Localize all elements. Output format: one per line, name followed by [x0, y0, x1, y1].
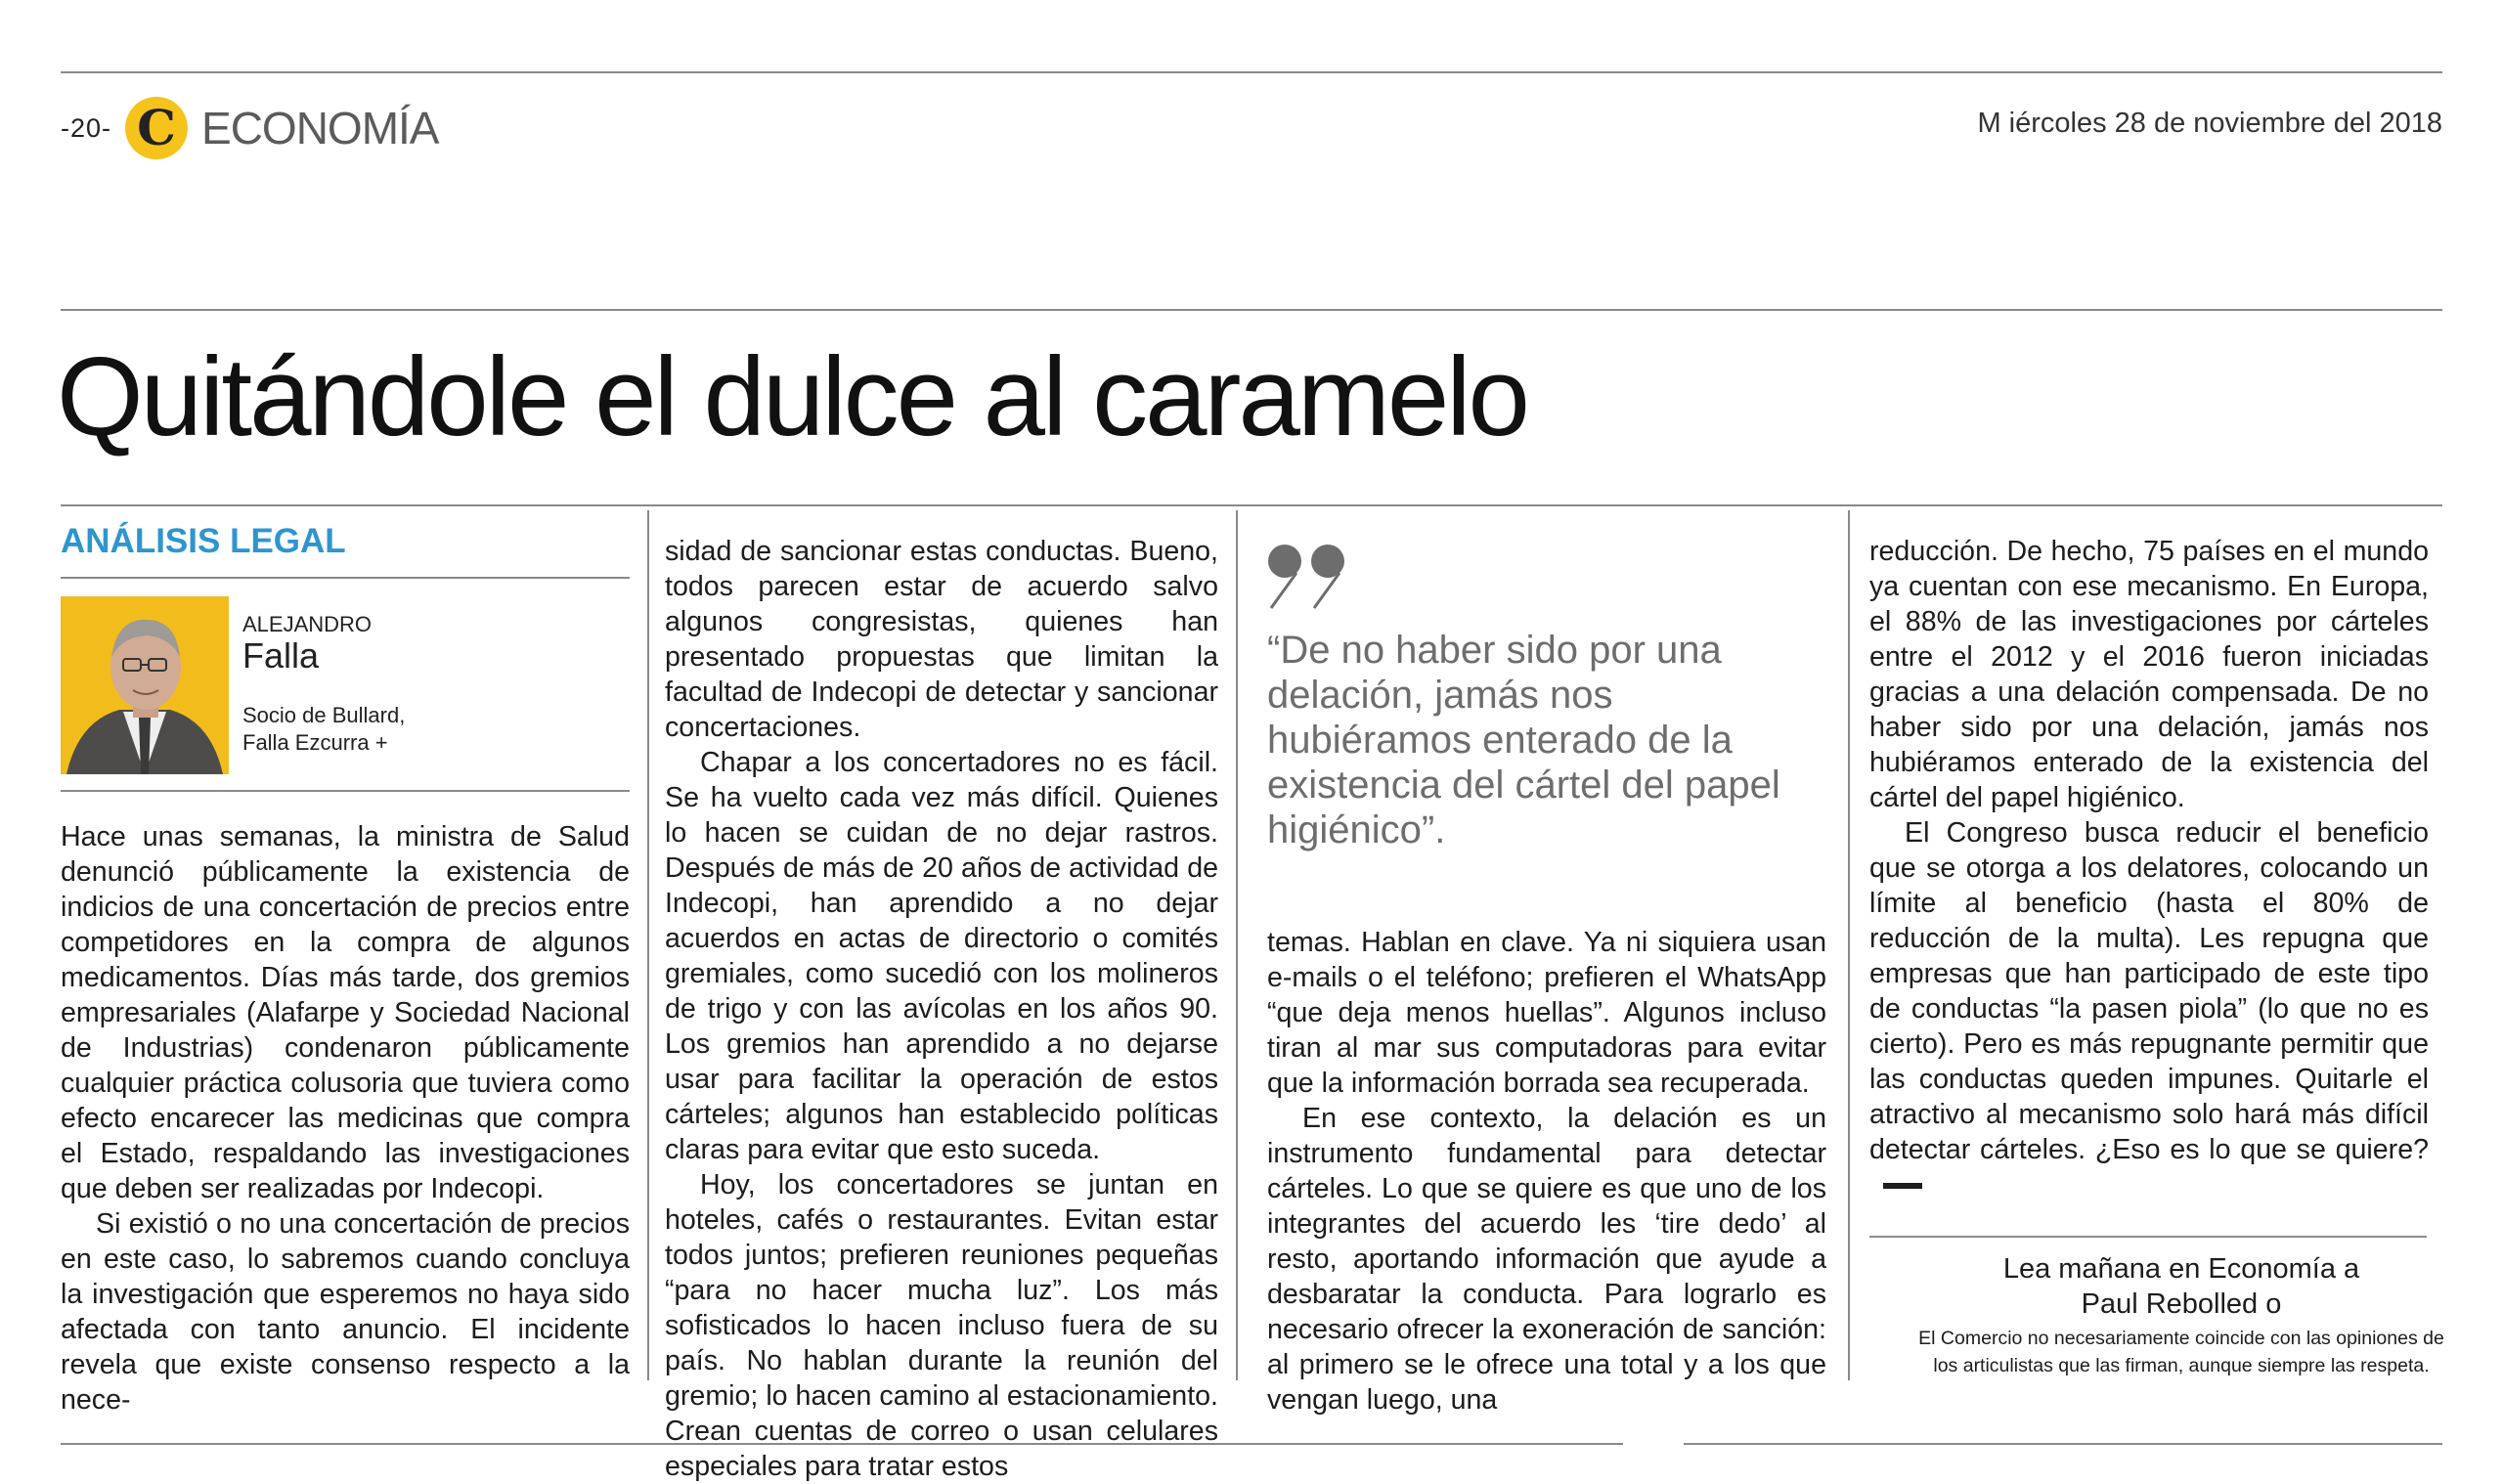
- paragraph: sidad de sancionar estas conductas. Bueno, todos parecen estar de acuerdo salvo algunos congresistas, quienes han presentado propuestas que limitan la facultad de Indecopi de detectar y sancionar concertaciones.: [665, 536, 1218, 743]
- column-divider-1: [647, 510, 649, 1380]
- paragraph: Chapar a los concertadores no es fácil. Se ha vuelto cada vez más difícil. Quienes lo hacen se cuidan de no dejar rastros. Después de más de 20 años de actividad de Indecopi, han aprendido a no dejar acuerdos en actas de directorio o comités gremiales, como sucedió con los molineros de trigo y con las avícolas en los años 90. Los gremios han aprendido a no dejarse usar para facilitar la operación de estos cárteles; algunos han establecido políticas claras para evitar que esto suceda.: [665, 747, 1218, 1165]
- disclaimer-line-1: El Comercio no necesariamente coincide con las opiniones de: [1918, 1328, 2444, 1349]
- article-column-2: [665, 534, 1218, 1484]
- article-column-4: [1869, 534, 2429, 1202]
- logo-letter: C: [137, 99, 176, 156]
- paragraph: En ese contexto, la delación es un instrumento fundamental para detectar cárteles. Lo que se quiere es que uno de los integrantes del acuerdo les ‘tire dedo’ al resto, aportando información que ayude a desbaratar la conducta. Para lograrlo es necesario ofrecer la exoneración de sanción: al primero se le ofrece una total y a los que vengan luego, una: [1267, 1103, 1826, 1416]
- headline: Quitándole el dulce al caramelo: [57, 335, 1527, 459]
- el-comercio-logo: [125, 97, 188, 159]
- paragraph-text: El Congreso busca reducir el beneficio que se otorga a los delatores, colocando un límite al beneficio (hasta el 80% de reducción de la multa). Les repugna que empresas que han participado de este tipo de conductas “la pasen piola” (lo que no es cierto). Pero es más repugnante permitir que las conductas queden impunes. Quitarle el atractivo al mecanismo solo hará más difícil detectar cárteles. ¿Eso es lo que se quiere?: [1869, 817, 2429, 1165]
- page-header: [61, 94, 438, 162]
- publication-date: M iércoles 28 de noviembre del 2018: [1977, 108, 2442, 139]
- paragraph: [1869, 815, 2429, 1202]
- footer-rule: [1869, 1236, 2427, 1238]
- page-number: -20-: [61, 112, 112, 143]
- paragraph: Hoy, los concertadores se juntan en hoteles, cafés o restaurantes. Evitan estar todos juntos; prefieren reuniones pequeñas “para no hacer mucha luz”. Los más sofisticados lo hacen incluso fuera de su país. No hablan durante la reunión del gremio; lo hacen camino al estacionamiento. Crean cuentas de correo o usan celulares especiales para tratar estos: [665, 1169, 1218, 1482]
- paragraph: Si existió o no una concertación de precios en este caso, lo sabremos cuando concluya la investigación que esperemos no haya sido afectada con tanto anuncio. El incidente revela que existe consenso respecto a la nece-: [61, 1208, 630, 1416]
- headline-top-rule: [61, 309, 2442, 311]
- byline-rule: [61, 790, 630, 792]
- headline-bottom-rule: [61, 504, 2442, 506]
- kicker-rule: [61, 577, 630, 579]
- paragraph: Hace unas semanas, la ministra de Salud denunció públicamente la existencia de indicios de una concertación de precios entre competidores en la compra de algunos medicamentos. Días más tarde, dos gremios empresariales (Alafarpe y Sociedad Nacional de Industrias) condenaron públicamente cualquier práctica colusoria que tuviera como efecto encarecer las medicinas que compra el Estado, respaldando las investigaciones que deben ser realizadas por Indecopi.: [61, 821, 630, 1204]
- column-divider-3: [1848, 510, 1850, 1380]
- end-mark-icon: [1883, 1183, 1922, 1189]
- article-column-3: [1267, 925, 1826, 1418]
- top-rule: [61, 71, 2442, 73]
- column-divider-2: [1236, 510, 1238, 1380]
- article-column-1: [61, 819, 630, 1418]
- quote-mark-icon: [1267, 540, 1355, 617]
- disclaimer-line-2: los articulistas que las firman, aunque siempre las respeta.: [1933, 1355, 2430, 1376]
- disclaimer: [1867, 1325, 2495, 1379]
- section-title: ECONOMÍA: [201, 103, 439, 153]
- paragraph: reducción. De hecho, 75 países en el mundo ya cuentan con ese mecanismo. En Europa, el 88% de las investigaciones por cárteles entre el 2012 y el 2016 fueron iniciadas gracias a una delación compensada. De no haber sido por una delación, jamás nos hubiéramos enterado de la existencia del cártel del papel higiénico.: [1869, 536, 2429, 813]
- author-last-name: Falla: [242, 635, 320, 676]
- next-article-note: [1867, 1251, 2495, 1322]
- next-article-line-1: Lea mañana en Economía a: [2002, 1253, 2360, 1285]
- author-first-name: ALEJANDRO: [242, 612, 373, 636]
- paragraph: temas. Hablan en clave. Ya ni siquiera usan e-mails o el teléfono; prefieren el WhatsApp “que deja menos huellas”. Algunos incluso tiran al mar sus computadoras para evitar que la información borrada sea recuperada.: [1267, 927, 1826, 1099]
- author-role: Socio de Bullard, Falla Ezcurra +: [242, 703, 406, 755]
- kicker: ANÁLISIS LEGAL: [61, 522, 346, 560]
- author-photo: [61, 596, 229, 774]
- author-portrait-icon: [61, 596, 229, 774]
- pull-quote: “De no haber sido por una delación, jamás nos hubiéramos enterado de la existencia del cártel del papel higiénico”.: [1267, 629, 1780, 851]
- next-article-line-2: Paul Rebolled o: [2081, 1288, 2282, 1320]
